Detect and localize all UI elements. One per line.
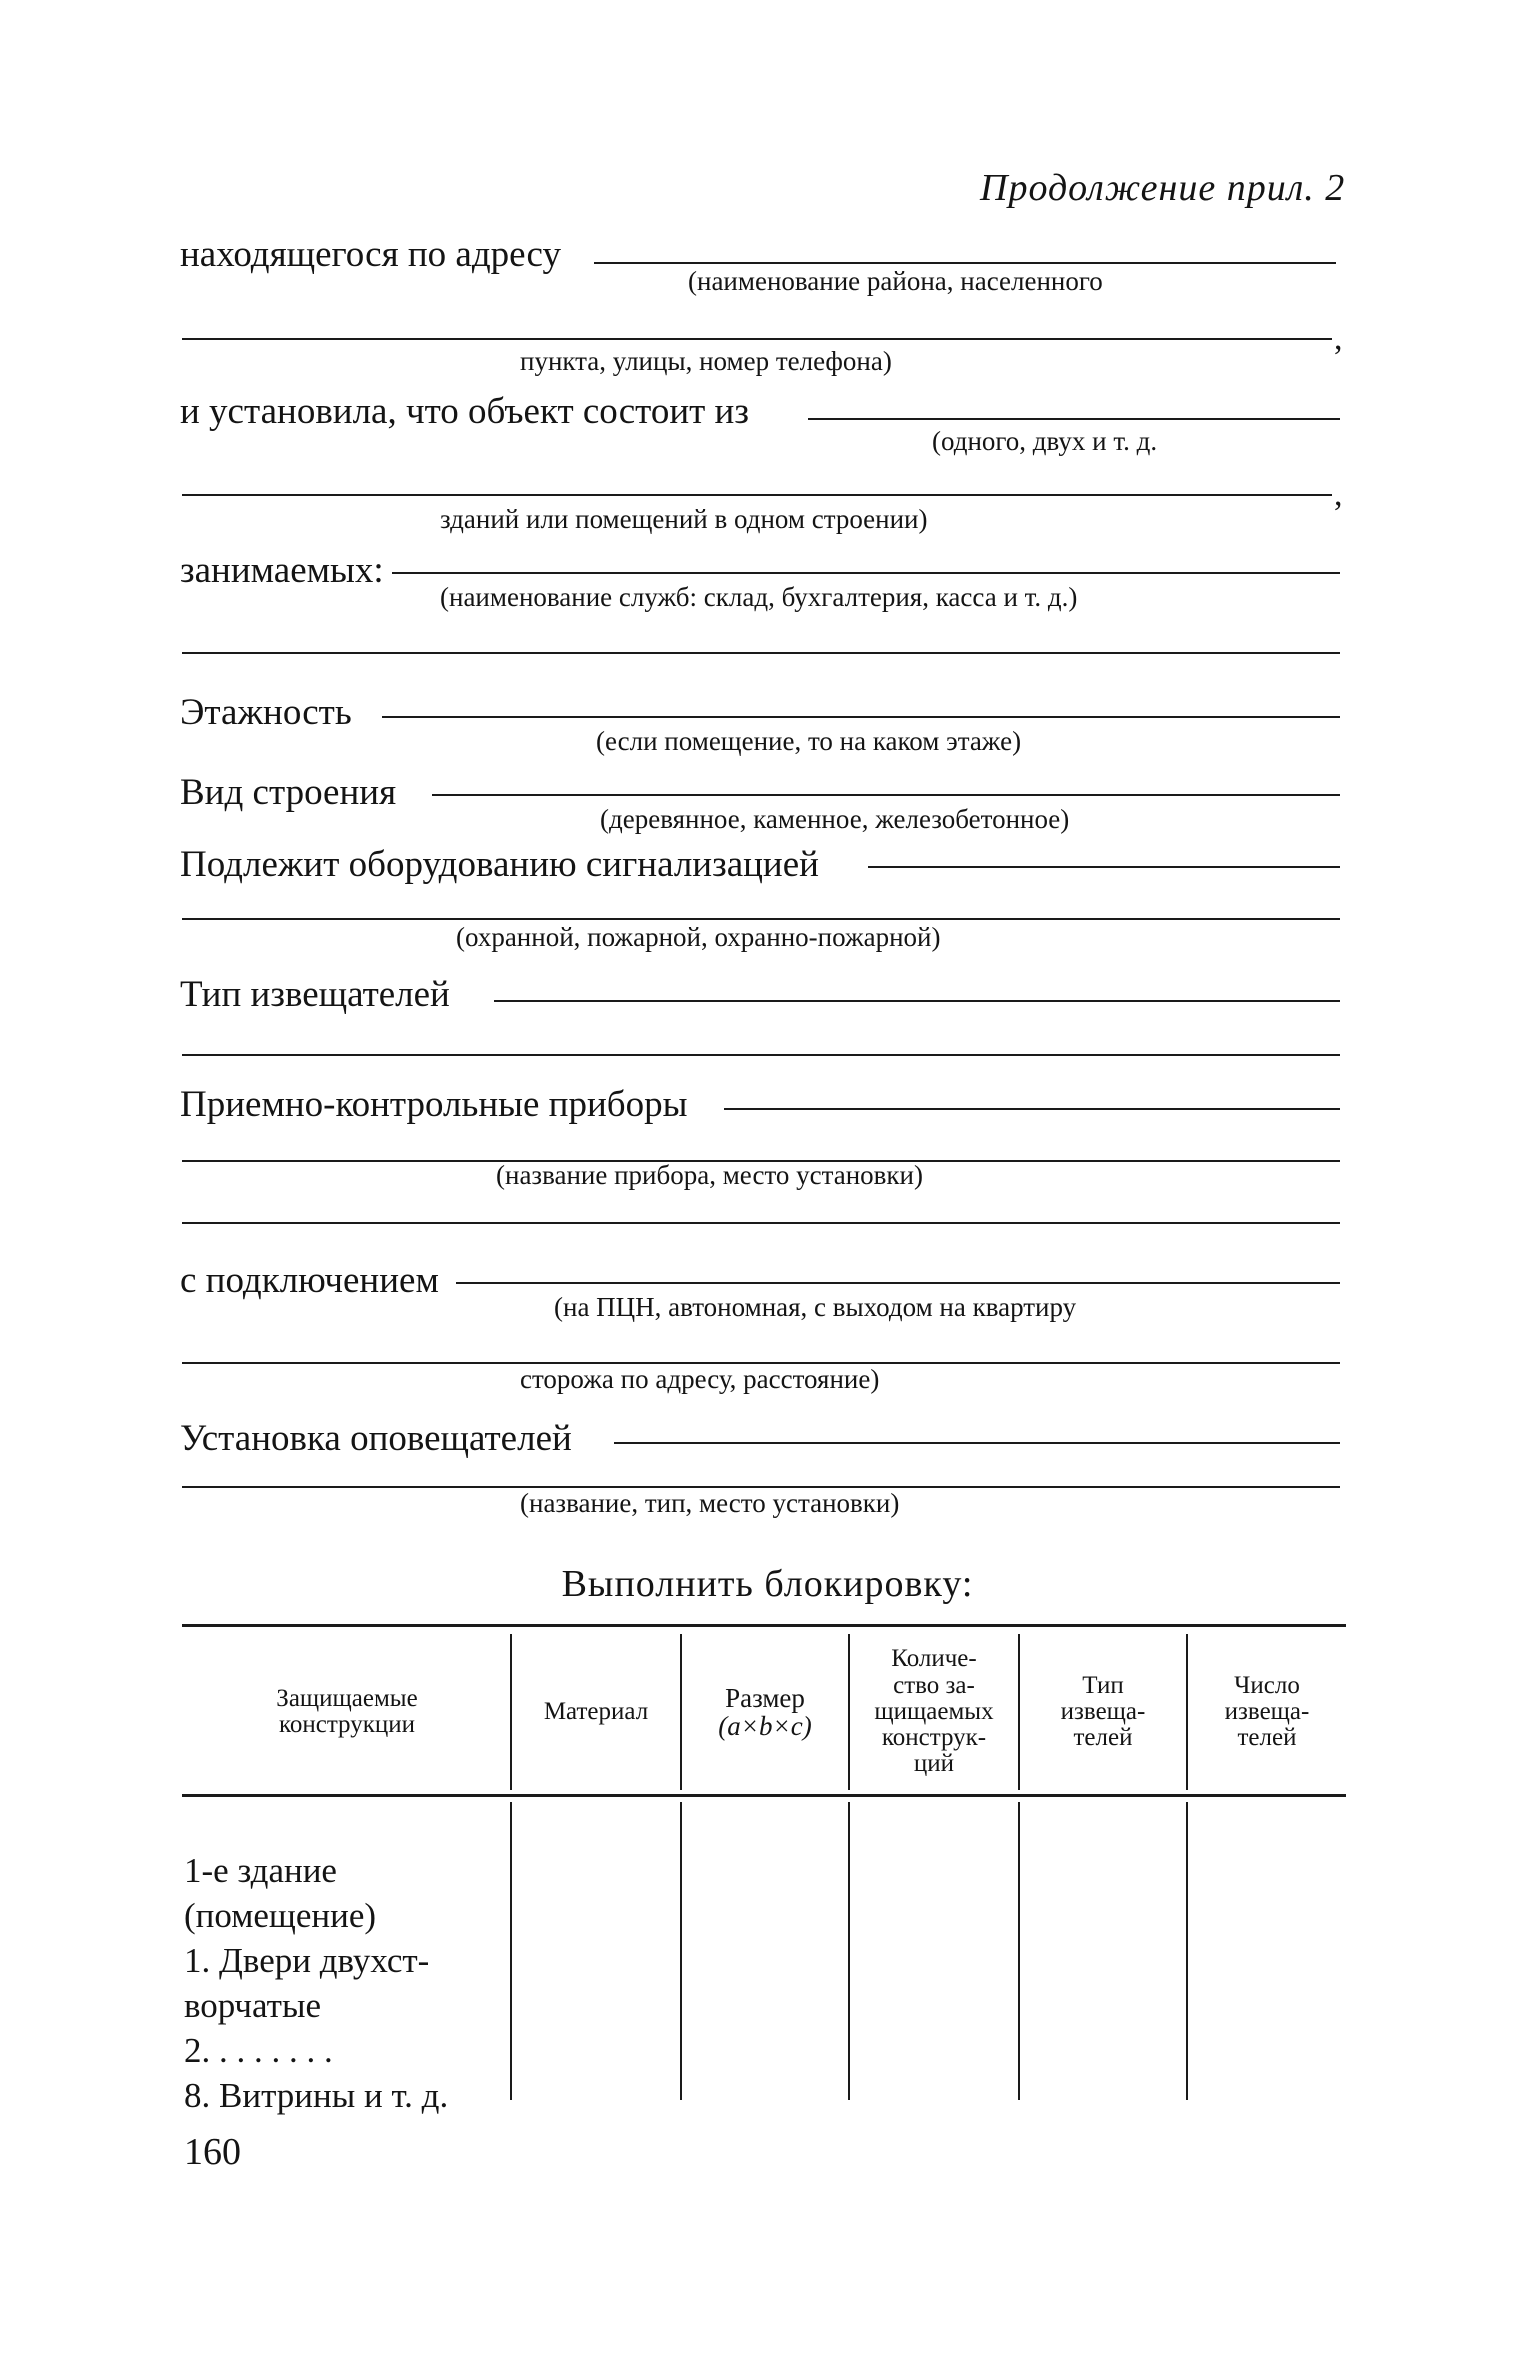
hint-address: (наименование района, населенного bbox=[688, 266, 1103, 296]
hint-floors: (если помещение, то на каком этаже) bbox=[596, 726, 1022, 756]
comma-1: , bbox=[1334, 320, 1343, 357]
table-row: 8. Витрины и т. д. bbox=[184, 2076, 449, 2115]
col-sep-4-body bbox=[1018, 1802, 1020, 2100]
fill-line-detector-type[interactable] bbox=[494, 1000, 1340, 1002]
col-sep-1-body bbox=[510, 1802, 512, 2100]
table-row-structures bbox=[184, 1848, 504, 2118]
field-label-consists-of: и установила, что объект состоит из bbox=[180, 391, 749, 432]
col-sep-2-body bbox=[680, 1802, 682, 2100]
fill-line-address[interactable] bbox=[594, 262, 1336, 264]
hint-connection: (на ПЦН, автономная, с выходом на квартиру bbox=[554, 1292, 1077, 1322]
col-sep-5-body bbox=[1186, 1802, 1188, 2100]
fill-line-consists-of-2[interactable] bbox=[182, 494, 1332, 496]
fill-line-building-type[interactable] bbox=[432, 794, 1340, 796]
th-material: Материал bbox=[543, 1697, 649, 1725]
hint-alarm: (охранной, пожарной, охранно-пожарной) bbox=[456, 922, 941, 952]
fill-line-consists-of[interactable] bbox=[808, 418, 1340, 420]
table-row: 1. Двери двухст- bbox=[184, 1941, 430, 1980]
fill-line-occupied-2[interactable] bbox=[182, 652, 1340, 654]
continuation-note: Продолжение прил. 2 bbox=[980, 167, 1346, 209]
field-label-address: находящегося по адресу bbox=[180, 234, 561, 275]
fill-line-detector-type-2[interactable] bbox=[182, 1054, 1340, 1056]
hint-occupied: (наименование служб: склад, бухгалтерия, касса и т. д.) bbox=[440, 582, 1078, 612]
field-label-control-devices: Приемно-контрольные приборы bbox=[180, 1084, 688, 1125]
fill-line-occupied[interactable] bbox=[392, 572, 1340, 574]
hint-consists-of-2: зданий или помещений в одном строении) bbox=[440, 504, 928, 534]
hint-connection-2: сторожа по адресу, расстояние) bbox=[520, 1364, 880, 1394]
fill-line-floors[interactable] bbox=[382, 716, 1340, 718]
fill-line-address-2[interactable] bbox=[182, 338, 1332, 340]
field-label-sirens: Установка оповещателей bbox=[180, 1418, 572, 1459]
table-row: 1-е здание bbox=[184, 1851, 337, 1890]
table-row: ворчатые bbox=[184, 1986, 321, 2025]
fill-line-sirens[interactable] bbox=[614, 1442, 1340, 1444]
hint-consists-of: (одного, двух и т. д. bbox=[932, 426, 1158, 456]
th-detector-type: Тип извеща- телей bbox=[1060, 1671, 1146, 1752]
fill-line-control-devices-3[interactable] bbox=[182, 1222, 1340, 1224]
hint-address-2: пункта, улицы, номер телефона) bbox=[520, 346, 892, 376]
fill-line-alarm[interactable] bbox=[868, 866, 1340, 868]
fill-line-control-devices[interactable] bbox=[724, 1108, 1340, 1110]
table-top-rule bbox=[182, 1624, 1346, 1627]
table-title: Выполнить блокировку: bbox=[561, 1563, 974, 1605]
fill-line-connection[interactable] bbox=[456, 1282, 1340, 1284]
field-label-alarm: Подлежит оборудованию сигнализацией bbox=[180, 844, 819, 885]
hint-building-type: (деревянное, каменное, железобетонное) bbox=[600, 804, 1070, 834]
field-label-floors: Этажность bbox=[180, 692, 352, 733]
field-label-occupied: занимаемых: bbox=[180, 550, 384, 591]
field-label-connection: с подключением bbox=[180, 1260, 439, 1301]
th-detector-count: Число извеща- телей bbox=[1224, 1671, 1310, 1752]
table-header-rule bbox=[182, 1794, 1346, 1797]
page-number: 160 bbox=[184, 2131, 241, 2173]
comma-2: , bbox=[1334, 476, 1343, 513]
col-sep-3-body bbox=[848, 1802, 850, 2100]
th-protected-structures: Защищаемые конструкции bbox=[276, 1684, 418, 1738]
field-label-detector-type: Тип извещателей bbox=[180, 974, 450, 1015]
th-quantity: Количе- ство за- щищаемых конструк- ций bbox=[874, 1645, 994, 1778]
fill-line-alarm-2[interactable] bbox=[182, 918, 1340, 920]
hint-control-devices: (название прибора, место установки) bbox=[496, 1160, 923, 1190]
table-row: (помещение) bbox=[184, 1896, 377, 1935]
table-row: 2. . . . . . . . bbox=[184, 2031, 333, 2070]
field-label-building-type: Вид строения bbox=[180, 772, 397, 813]
th-size: Размер (a×b×c) bbox=[718, 1682, 812, 1741]
hint-sirens: (название, тип, место установки) bbox=[520, 1488, 900, 1518]
